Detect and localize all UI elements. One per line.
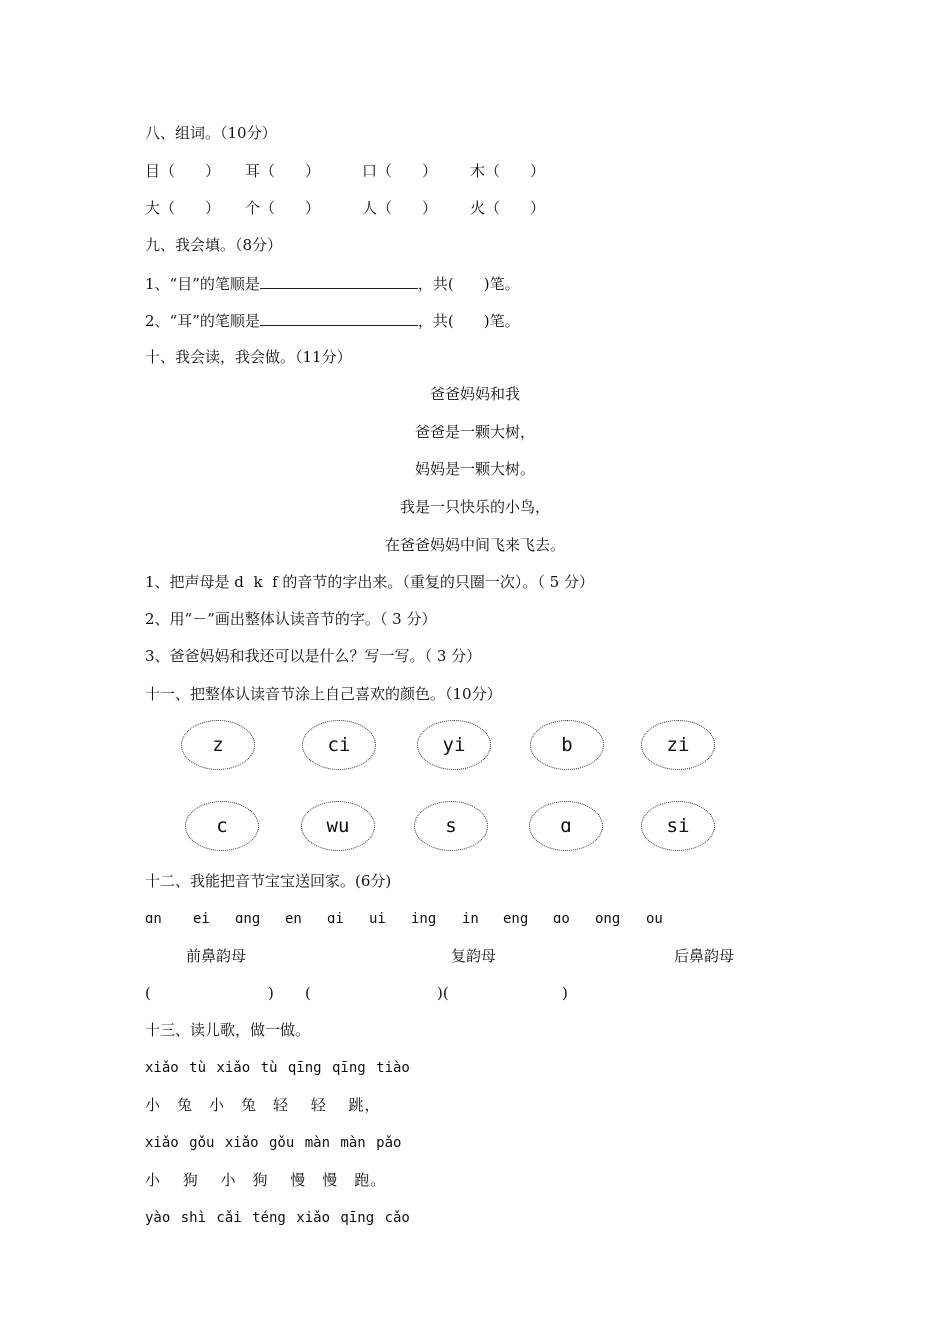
- stroke-order-question-1: [145, 273, 520, 294]
- syllable-oval[interactable]: wu: [301, 801, 375, 851]
- answer-bracket-open: (: [145, 984, 151, 1002]
- pinyin-line: xiǎo gǒu xiǎo gǒu màn màn pǎo: [145, 1135, 402, 1151]
- answer-line: [260, 273, 418, 289]
- poem-line: 我是一只快乐的小鸟，: [399, 498, 550, 516]
- pinyin-line: xiǎo tù xiǎo tù qīng qīng tiào: [145, 1060, 410, 1076]
- answer-bracket-close: ): [562, 984, 568, 1002]
- poem-line: 爸爸是一颗大树，: [414, 423, 535, 441]
- poem-line: 妈妈是一颗大树。: [414, 460, 535, 478]
- syllable-item: ing: [411, 911, 437, 927]
- syllable-item: ou: [646, 911, 663, 927]
- syllable-oval[interactable]: ci: [302, 720, 376, 770]
- syllable-oval[interactable]: b: [530, 720, 604, 770]
- syllable-item: ong: [595, 911, 621, 927]
- section-13-title: 十三、读儿歌，做一做。: [145, 1021, 311, 1039]
- syllable-oval[interactable]: si: [641, 801, 715, 851]
- answer-line: [260, 310, 418, 326]
- syllable-oval[interactable]: zi: [641, 720, 715, 770]
- poem-title: 爸爸妈妈和我: [429, 385, 520, 403]
- word-blank-1: 目（ ）: [145, 162, 221, 180]
- syllable-oval[interactable]: ɑ: [529, 801, 603, 851]
- category-compound: 复韵母: [451, 947, 497, 965]
- syllable-item: ui: [369, 911, 386, 927]
- word-blank-8: 火（ ）: [470, 199, 546, 217]
- syllable-oval[interactable]: s: [414, 801, 488, 851]
- reading-question-3: 3、爸爸妈妈和我还可以是什么？写一写。（ 3 分）: [145, 647, 482, 665]
- syllable-item: ɑo: [553, 911, 570, 927]
- poem-line: 在爸爸妈妈中间飞来飞去。: [384, 536, 565, 554]
- section-9-title: 九、我会填。（8分）: [145, 236, 283, 254]
- syllable-item: ɑn: [145, 911, 162, 927]
- word-blank-5: 大（ ）: [145, 199, 221, 217]
- answer-bracket-open: (: [305, 984, 311, 1002]
- word-blank-7: 人（ ）: [362, 199, 438, 217]
- category-front-nasal: 前鼻韵母: [186, 947, 247, 965]
- section-12-title: 十二、我能把音节宝宝送回家。(6分): [145, 872, 392, 890]
- word-blank-2: 耳（ ）: [245, 162, 321, 180]
- pinyin-line: yào shì cǎi téng xiǎo qīng cǎo: [145, 1210, 410, 1226]
- hanzi-line: 小 兔 小 兔 轻 轻 跳，: [145, 1096, 381, 1114]
- syllable-item: eng: [503, 911, 529, 927]
- syllable-item: ɑng: [235, 911, 261, 927]
- hanzi-line: 小 狗 小 狗 慢 慢 跑。: [145, 1171, 387, 1189]
- question-text: ，共( )笔。: [417, 275, 520, 293]
- syllable-oval[interactable]: c: [185, 801, 259, 851]
- word-blank-6: 个（ ）: [245, 199, 321, 217]
- reading-question-2: 2、用“－”画出整体认读音节的字。（ 3 分）: [145, 610, 437, 628]
- word-blank-3: 口（ ）: [362, 162, 438, 180]
- syllable-oval[interactable]: z: [181, 720, 255, 770]
- answer-bracket-close: ): [268, 984, 274, 1002]
- question-text: ，共( )笔。: [417, 312, 520, 330]
- syllable-item: en: [285, 911, 302, 927]
- reading-question-1: 1、把声母是 d k f 的音节的字出来。（重复的只圈一次）。（ 5 分）: [145, 573, 594, 591]
- section-8-title: 八、组词。（10分）: [145, 124, 277, 142]
- stroke-order-question-2: [145, 310, 520, 331]
- syllable-oval[interactable]: yi: [417, 720, 491, 770]
- category-back-nasal: 后鼻韵母: [674, 947, 735, 965]
- section-10-title: 十、我会读，我会做。（11分）: [145, 348, 352, 366]
- word-blank-4: 木（ ）: [470, 162, 546, 180]
- section-11-title: 十一、把整体认读音节涂上自己喜欢的颜色。（10分）: [145, 685, 502, 703]
- syllable-item: in: [462, 911, 479, 927]
- syllable-item: ei: [193, 911, 210, 927]
- answer-bracket-close-open: )(: [437, 984, 449, 1002]
- question-text: 2、“耳”的笔顺是: [145, 312, 260, 330]
- syllable-item: ɑi: [327, 911, 344, 927]
- question-text: 1、“目”的笔顺是: [145, 275, 260, 293]
